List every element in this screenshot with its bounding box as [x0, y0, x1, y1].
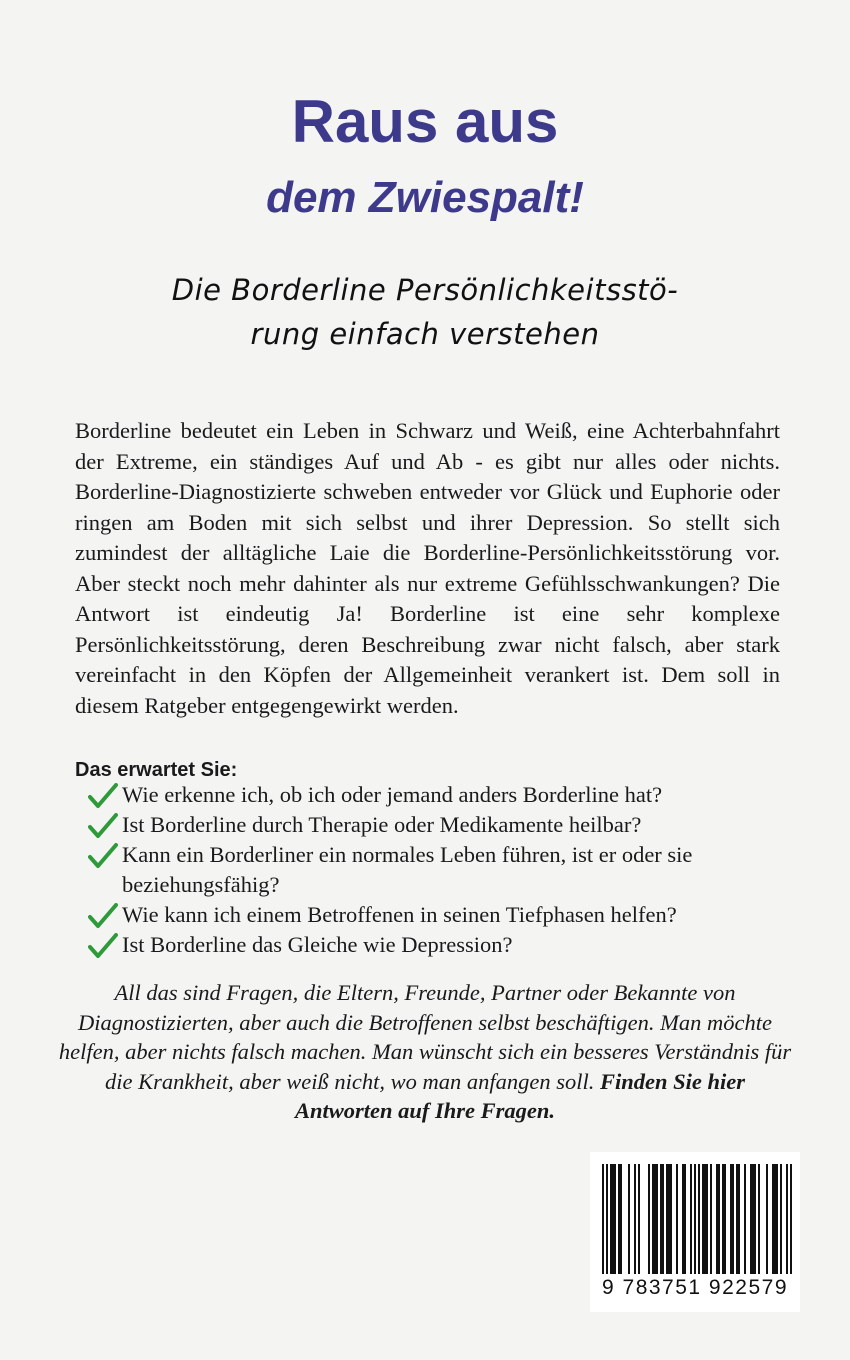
barcode-bar	[638, 1164, 640, 1274]
list-item	[88, 900, 788, 930]
list-item-text: Wie kann ich einem Betroffenen in seinen Tiefphasen helfen?	[122, 902, 677, 927]
barcode-bar	[682, 1164, 684, 1274]
barcode-bar	[676, 1164, 678, 1274]
title-line-2: dem Zwiespalt!	[266, 173, 584, 222]
blurb-paragraph: Borderline bedeutet ein Leben in Schwarz und Weiß, eine Achterbahnfahrt der Extreme, ein ständiges Auf und Ab - es gibt nur alles oder nichts. Borderline-Diagnostizierte schweben entweder vor Glück und Euphorie oder ringen am Boden mit sich selbst und ihrer Depression. So stellt sich zumindest der alltägliche Laie die Borderline-Persönlichkeitsstörung vor. Aber steckt noch mehr dahinter als nur extreme Gefühlsschwankungen? Die Antwort ist eindeutig Ja! Borderline ist eine sehr komplexe Persönlichkeitsstörung, deren Beschreibung zwar nicht falsch, aber stark vereinfacht in den Köpfen der Allgemeinheit verankert ist. Dem soll in diesem Ratgeber entgegengewirkt werden.	[75, 418, 780, 718]
barcode-bar	[758, 1164, 760, 1274]
barcode-bar	[684, 1164, 686, 1274]
list-item-text: Ist Borderline durch Therapie oder Medikamente heilbar?	[122, 812, 642, 837]
barcode-bar	[666, 1164, 668, 1274]
list-item-text: Ist Borderline das Gleiche wie Depression?	[122, 932, 513, 957]
barcode-bar	[690, 1164, 692, 1274]
list-item	[88, 780, 788, 810]
barcode-bar	[652, 1164, 654, 1274]
barcode-bar	[718, 1164, 720, 1274]
checkmark-icon	[88, 903, 118, 929]
subtitle	[60, 268, 790, 356]
barcode-bar	[738, 1164, 740, 1274]
barcode-number: 9 783751 922579	[602, 1276, 788, 1299]
barcode-bar	[610, 1164, 612, 1274]
barcode-bar	[620, 1164, 622, 1274]
list-item	[88, 810, 788, 840]
barcode-bar	[790, 1164, 792, 1274]
checkmark-icon	[88, 813, 118, 839]
barcode-bar	[668, 1164, 670, 1274]
barcode-bar	[722, 1164, 724, 1274]
list-item	[88, 930, 788, 960]
barcode-bar	[766, 1164, 768, 1274]
barcode-bar	[602, 1164, 604, 1274]
list-item-text: Wie erkenne ich, ob ich oder jemand anders Borderline hat?	[122, 782, 663, 807]
list-item	[88, 840, 788, 900]
barcode-bar	[606, 1164, 608, 1274]
barcode-bar	[702, 1164, 704, 1274]
barcode-bar	[774, 1164, 776, 1274]
expect-list	[88, 780, 788, 960]
subtitle-line-1: Die Borderline Persönlichkeitsstö-	[171, 273, 679, 307]
list-item-text: Kann ein Borderliner ein normales Leben führen, ist er oder sie beziehungsfähig?	[122, 842, 693, 897]
barcode-bar	[670, 1164, 672, 1274]
subtitle-line-2: rung einfach verstehen	[250, 317, 600, 351]
closing-paragraph	[55, 978, 795, 1126]
barcode-bar	[634, 1164, 636, 1274]
barcode-bar	[750, 1164, 752, 1274]
barcode-bar	[704, 1164, 706, 1274]
barcode-bar	[716, 1164, 718, 1274]
barcode-bar	[772, 1164, 774, 1274]
barcode-bar	[698, 1164, 700, 1274]
barcode-bar	[618, 1164, 620, 1274]
closing-emphasis: Finden Sie hier Antworten auf Ihre Fragen.	[294, 1068, 745, 1123]
barcode-bar	[744, 1164, 746, 1274]
expect-heading: Das erwartet Sie:	[75, 759, 238, 781]
barcode-bar	[662, 1164, 664, 1274]
checkmark-icon	[88, 933, 118, 959]
barcode-bar	[706, 1164, 708, 1274]
barcode-bar	[648, 1164, 650, 1274]
barcode-bar	[660, 1164, 662, 1274]
barcode-bar	[628, 1164, 630, 1274]
barcode-bar	[754, 1164, 756, 1274]
barcode-bar	[752, 1164, 754, 1274]
barcode-bar	[786, 1164, 788, 1274]
barcode-bar	[736, 1164, 738, 1274]
barcode-bar	[732, 1164, 734, 1274]
barcode	[590, 1152, 800, 1312]
barcode-bar	[654, 1164, 656, 1274]
barcode-bar	[694, 1164, 696, 1274]
barcode-bar	[612, 1164, 614, 1274]
title-line-1: Raus aus	[291, 88, 559, 155]
barcode-bar	[656, 1164, 658, 1274]
barcode-bar	[710, 1164, 712, 1274]
barcode-bar	[780, 1164, 782, 1274]
checkmark-icon	[88, 783, 118, 809]
barcode-bar	[776, 1164, 778, 1274]
checkmark-icon	[88, 843, 118, 869]
barcode-bar	[724, 1164, 726, 1274]
barcode-bar	[730, 1164, 732, 1274]
barcode-bar	[614, 1164, 616, 1274]
closing-text: All das sind Fragen, die Eltern, Freunde, Partner oder Bekannte von Diagnostizierten, aber auch die Betroffenen selbst beschäftigen. Man möchte helfen, aber nichts falsch machen. Man wünscht sich ein besseres Verständnis für die Krankheit, aber weiß nicht, wo man anfangen soll.	[58, 980, 792, 1094]
